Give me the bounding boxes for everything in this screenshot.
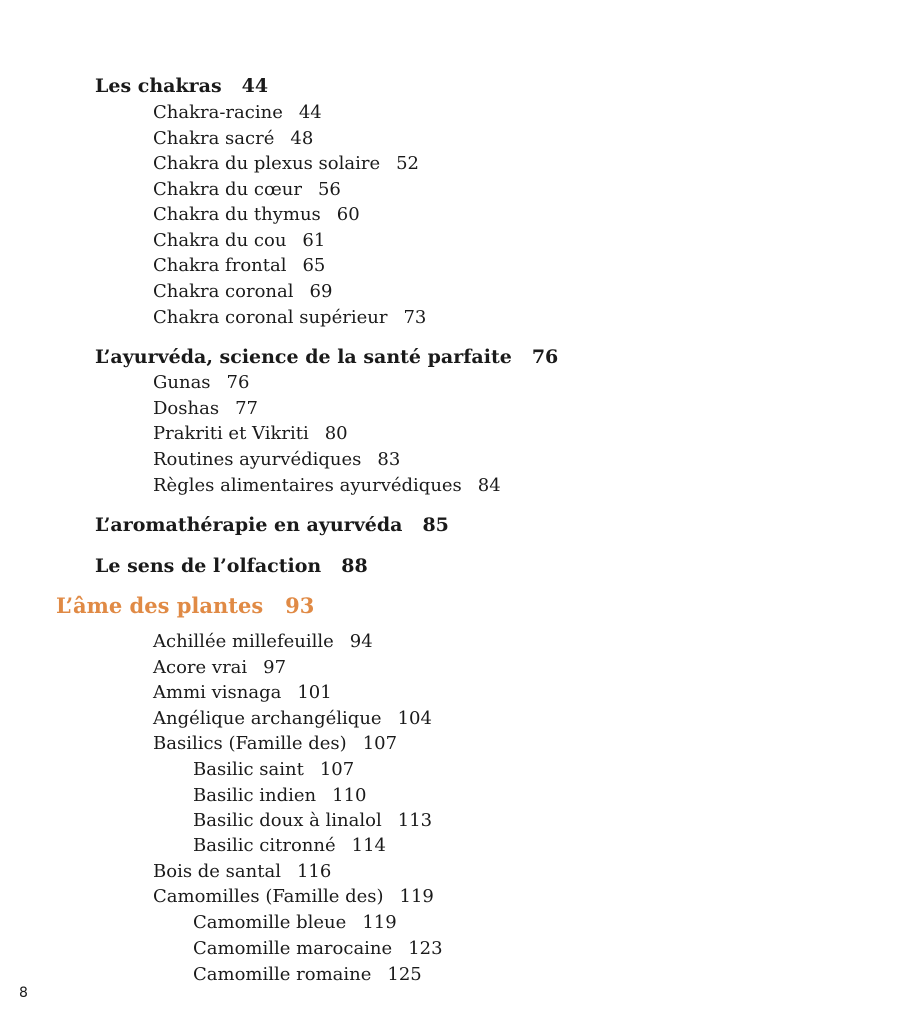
toc-entry <box>193 964 422 985</box>
toc-entry-page: 52 <box>396 153 420 174</box>
toc-entry-title: Règles alimentaires ayurvédiques <box>153 475 462 496</box>
toc-entry-page: 83 <box>377 449 401 470</box>
toc-entry-title: Chakra sacré <box>153 128 275 149</box>
toc-chapter-entry <box>95 514 449 536</box>
page-number: 8 <box>19 985 28 1001</box>
toc-entry <box>153 861 331 882</box>
toc-entry <box>153 449 400 470</box>
toc-entry-page: 84 <box>477 475 501 496</box>
toc-section-heading <box>56 593 314 618</box>
toc-entry-title: Basilic saint <box>193 759 304 780</box>
toc-entry <box>153 102 322 123</box>
toc-entry-title: Doshas <box>153 398 220 419</box>
toc-entry <box>153 307 426 328</box>
toc-entry-title: Chakra coronal supérieur <box>153 307 388 328</box>
toc-entry-page: 76 <box>531 346 559 368</box>
toc-entry <box>153 153 419 174</box>
toc-entry-page: 77 <box>235 398 258 419</box>
toc-entry-title: Ammi visnaga <box>153 682 282 703</box>
toc-entry <box>153 682 332 703</box>
toc-entry-page: 85 <box>422 514 449 536</box>
toc-entry-title: Prakriti et Vikriti <box>153 423 309 444</box>
toc-entry-page: 104 <box>397 708 432 729</box>
toc-entry <box>153 398 258 419</box>
toc-entry-title: Chakra du cœur <box>153 179 302 200</box>
toc-chapter-entry <box>95 75 268 97</box>
toc-entry-title: Le sens de l’olfaction <box>95 555 322 577</box>
toc-entry-title: L’aromathérapie en ayurvéda <box>95 514 403 536</box>
toc-chapter-entry <box>95 346 558 368</box>
toc-entry-page: 44 <box>241 75 269 97</box>
toc-entry-page: 73 <box>403 307 427 328</box>
toc-entry <box>153 281 332 302</box>
toc-chapter-entry <box>95 555 368 577</box>
toc-entry-title: Acore vrai <box>153 657 248 678</box>
toc-entry-title: Camomille bleue <box>193 912 347 933</box>
toc-entry <box>153 475 501 496</box>
toc-entry-title: L’âme des plantes <box>56 593 264 618</box>
toc-entry <box>193 835 386 856</box>
toc-entry <box>153 657 286 678</box>
toc-entry-title: Basilic doux à linalol <box>193 810 382 831</box>
toc-entry-title: L’ayurvéda, science de la santé parfaite <box>95 346 512 368</box>
toc-entry <box>193 785 367 806</box>
toc-entry-page: 110 <box>332 785 367 806</box>
toc-entry-title: Chakra du thymus <box>153 204 321 225</box>
toc-entry-title: Basilic citronné <box>193 835 336 856</box>
toc-entry-title: Bois de santal <box>153 861 281 882</box>
toc-entry <box>153 886 434 907</box>
toc-entry <box>153 423 348 444</box>
toc-entry-page: 119 <box>399 886 434 907</box>
toc-entry-page: 61 <box>302 230 326 251</box>
toc-entry-page: 76 <box>226 372 250 393</box>
toc-entry-page: 116 <box>296 861 332 882</box>
toc-entry-page: 94 <box>349 631 373 652</box>
toc-entry-page: 56 <box>317 179 341 200</box>
toc-entry-page: 113 <box>397 810 433 831</box>
toc-entry-page: 107 <box>362 733 398 754</box>
toc-entry <box>153 708 432 729</box>
toc-entry-title: Chakra frontal <box>153 255 287 276</box>
toc-entry-page: 114 <box>351 835 386 856</box>
toc-entry <box>153 372 249 393</box>
toc-entry-page: 48 <box>290 128 314 149</box>
toc-entry-title: Chakra coronal <box>153 281 294 302</box>
toc-entry <box>153 128 313 149</box>
toc-entry <box>153 179 341 200</box>
toc-entry-title: Camomille marocaine <box>193 938 393 959</box>
toc-entry-title: Gunas <box>153 372 211 393</box>
toc-entry <box>153 631 373 652</box>
toc-entry-page: 93 <box>285 593 315 618</box>
toc-entry <box>153 204 360 225</box>
toc-entry <box>153 733 397 754</box>
toc-entry-page: 119 <box>362 912 397 933</box>
toc-entry <box>193 938 443 959</box>
toc-entry-title: Camomilles (Famille des) <box>153 886 384 907</box>
toc-entry-page: 80 <box>324 423 348 444</box>
toc-entry-page: 65 <box>302 255 326 276</box>
toc-entry-page: 101 <box>297 682 332 703</box>
toc-entry-page: 44 <box>298 102 322 123</box>
toc-entry-title: Achillée millefeuille <box>153 631 334 652</box>
toc-entry-page: 125 <box>387 964 422 985</box>
toc-entry-page: 97 <box>263 657 287 678</box>
toc-entry-page: 88 <box>341 555 368 577</box>
toc-entry <box>193 810 432 831</box>
toc-entry-title: Basilic indien <box>193 785 317 806</box>
toc-entry-title: Camomille romaine <box>193 964 372 985</box>
toc-entry-title: Chakra-racine <box>153 102 283 123</box>
toc-entry-title: Angélique archangélique <box>153 708 382 729</box>
toc-entry-title: Chakra du cou <box>153 230 287 251</box>
toc-entry <box>193 912 397 933</box>
toc-entry-page: 69 <box>309 281 333 302</box>
toc-entry-title: Routines ayurvédiques <box>153 449 362 470</box>
toc-entry <box>153 255 325 276</box>
toc-entry-page: 60 <box>336 204 360 225</box>
toc-entry-title: Chakra du plexus solaire <box>153 153 381 174</box>
toc-entry-title: Les chakras <box>95 75 222 97</box>
toc-entry-title: Basilics (Famille des) <box>153 733 347 754</box>
toc-entry-page: 123 <box>408 938 443 959</box>
toc-entry-page: 107 <box>319 759 355 780</box>
toc-entry <box>193 759 354 780</box>
toc-entry <box>153 230 325 251</box>
